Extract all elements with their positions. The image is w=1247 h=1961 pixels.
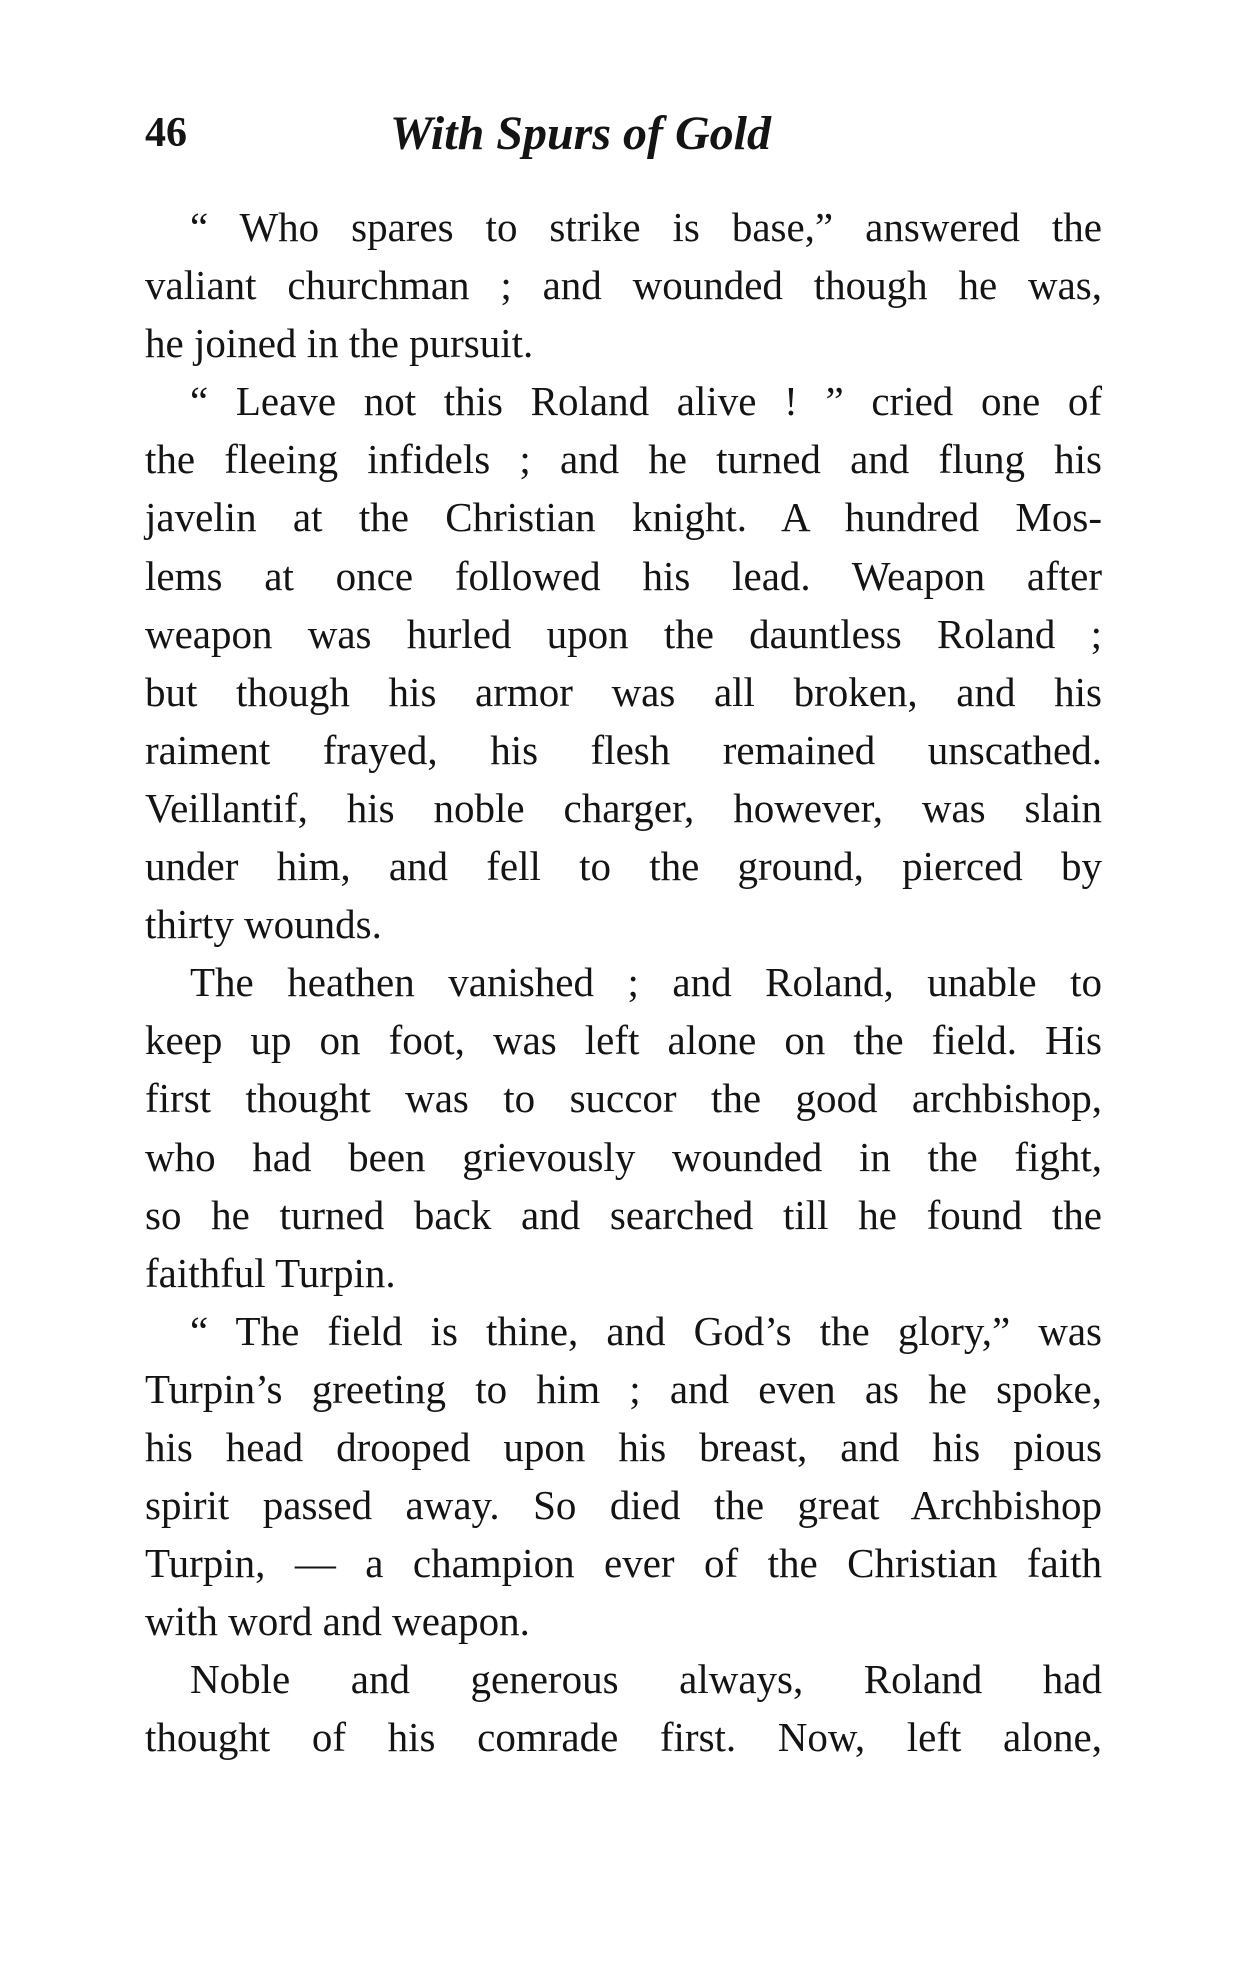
paragraph	[145, 953, 1102, 1302]
text-line: lems at once followed his lead. Weapon after	[145, 552, 1102, 599]
text-line: who had been grievously wounded in the fight,	[145, 1133, 1102, 1180]
text-line: first thought was to succor the good archbishop,	[145, 1075, 1102, 1122]
text-line: valiant churchman ; and wounded though he was,	[145, 262, 1102, 309]
running-title: With Spurs of Gold	[390, 107, 771, 160]
text-line: Turpin’s greeting to him ; and even as he spoke,	[145, 1365, 1102, 1412]
text-line: javelin at the Christian knight. A hundred Mos-	[145, 494, 1102, 541]
text-line: “ Leave not this Roland alive ! ” cried one of	[190, 378, 1102, 425]
text-line: his head drooped upon his breast, and his pious	[145, 1423, 1102, 1470]
paragraph	[145, 1650, 1102, 1766]
text-line: under him, and fell to the ground, pierced by	[145, 843, 1102, 890]
text-line: with word and weapon.	[145, 1598, 530, 1645]
text-line: “ Who spares to strike is base,” answered the	[190, 204, 1102, 250]
text-line: “ The field is thine, and God’s the glory,” was	[190, 1307, 1102, 1354]
text-line: keep up on foot, was left alone on the field. His	[145, 1017, 1102, 1064]
text-line: he joined in the pursuit.	[145, 320, 534, 367]
text-line: raiment frayed, his flesh remained unscathed.	[145, 726, 1102, 773]
text-line: thought of his comrade first. Now, left alone,	[145, 1714, 1102, 1761]
text-line: thirty wounds.	[145, 901, 382, 948]
paragraph	[145, 1302, 1102, 1651]
paragraph	[145, 372, 1102, 953]
text-line: weapon was hurled upon the dauntless Roland ;	[145, 610, 1102, 657]
body-text	[145, 198, 1102, 1767]
text-line: spirit passed away. So died the great Archbishop	[145, 1482, 1102, 1529]
text-line: Noble and generous always, Roland had	[190, 1656, 1102, 1703]
text-line: Turpin, — a champion ever of the Christian faith	[145, 1540, 1102, 1587]
text-line: the fleeing infidels ; and he turned and flung his	[145, 436, 1102, 483]
paragraph	[145, 198, 1102, 372]
page-header	[145, 100, 1105, 170]
text-line: so he turned back and searched till he found the	[145, 1191, 1102, 1238]
text-line: The heathen vanished ; and Roland, unable to	[190, 959, 1102, 1006]
page-number: 46	[145, 110, 187, 156]
text-line: but though his armor was all broken, and his	[145, 668, 1102, 715]
text-line: faithful Turpin.	[145, 1249, 396, 1296]
text-line: Veillantif, his noble charger, however, was slain	[145, 784, 1102, 831]
